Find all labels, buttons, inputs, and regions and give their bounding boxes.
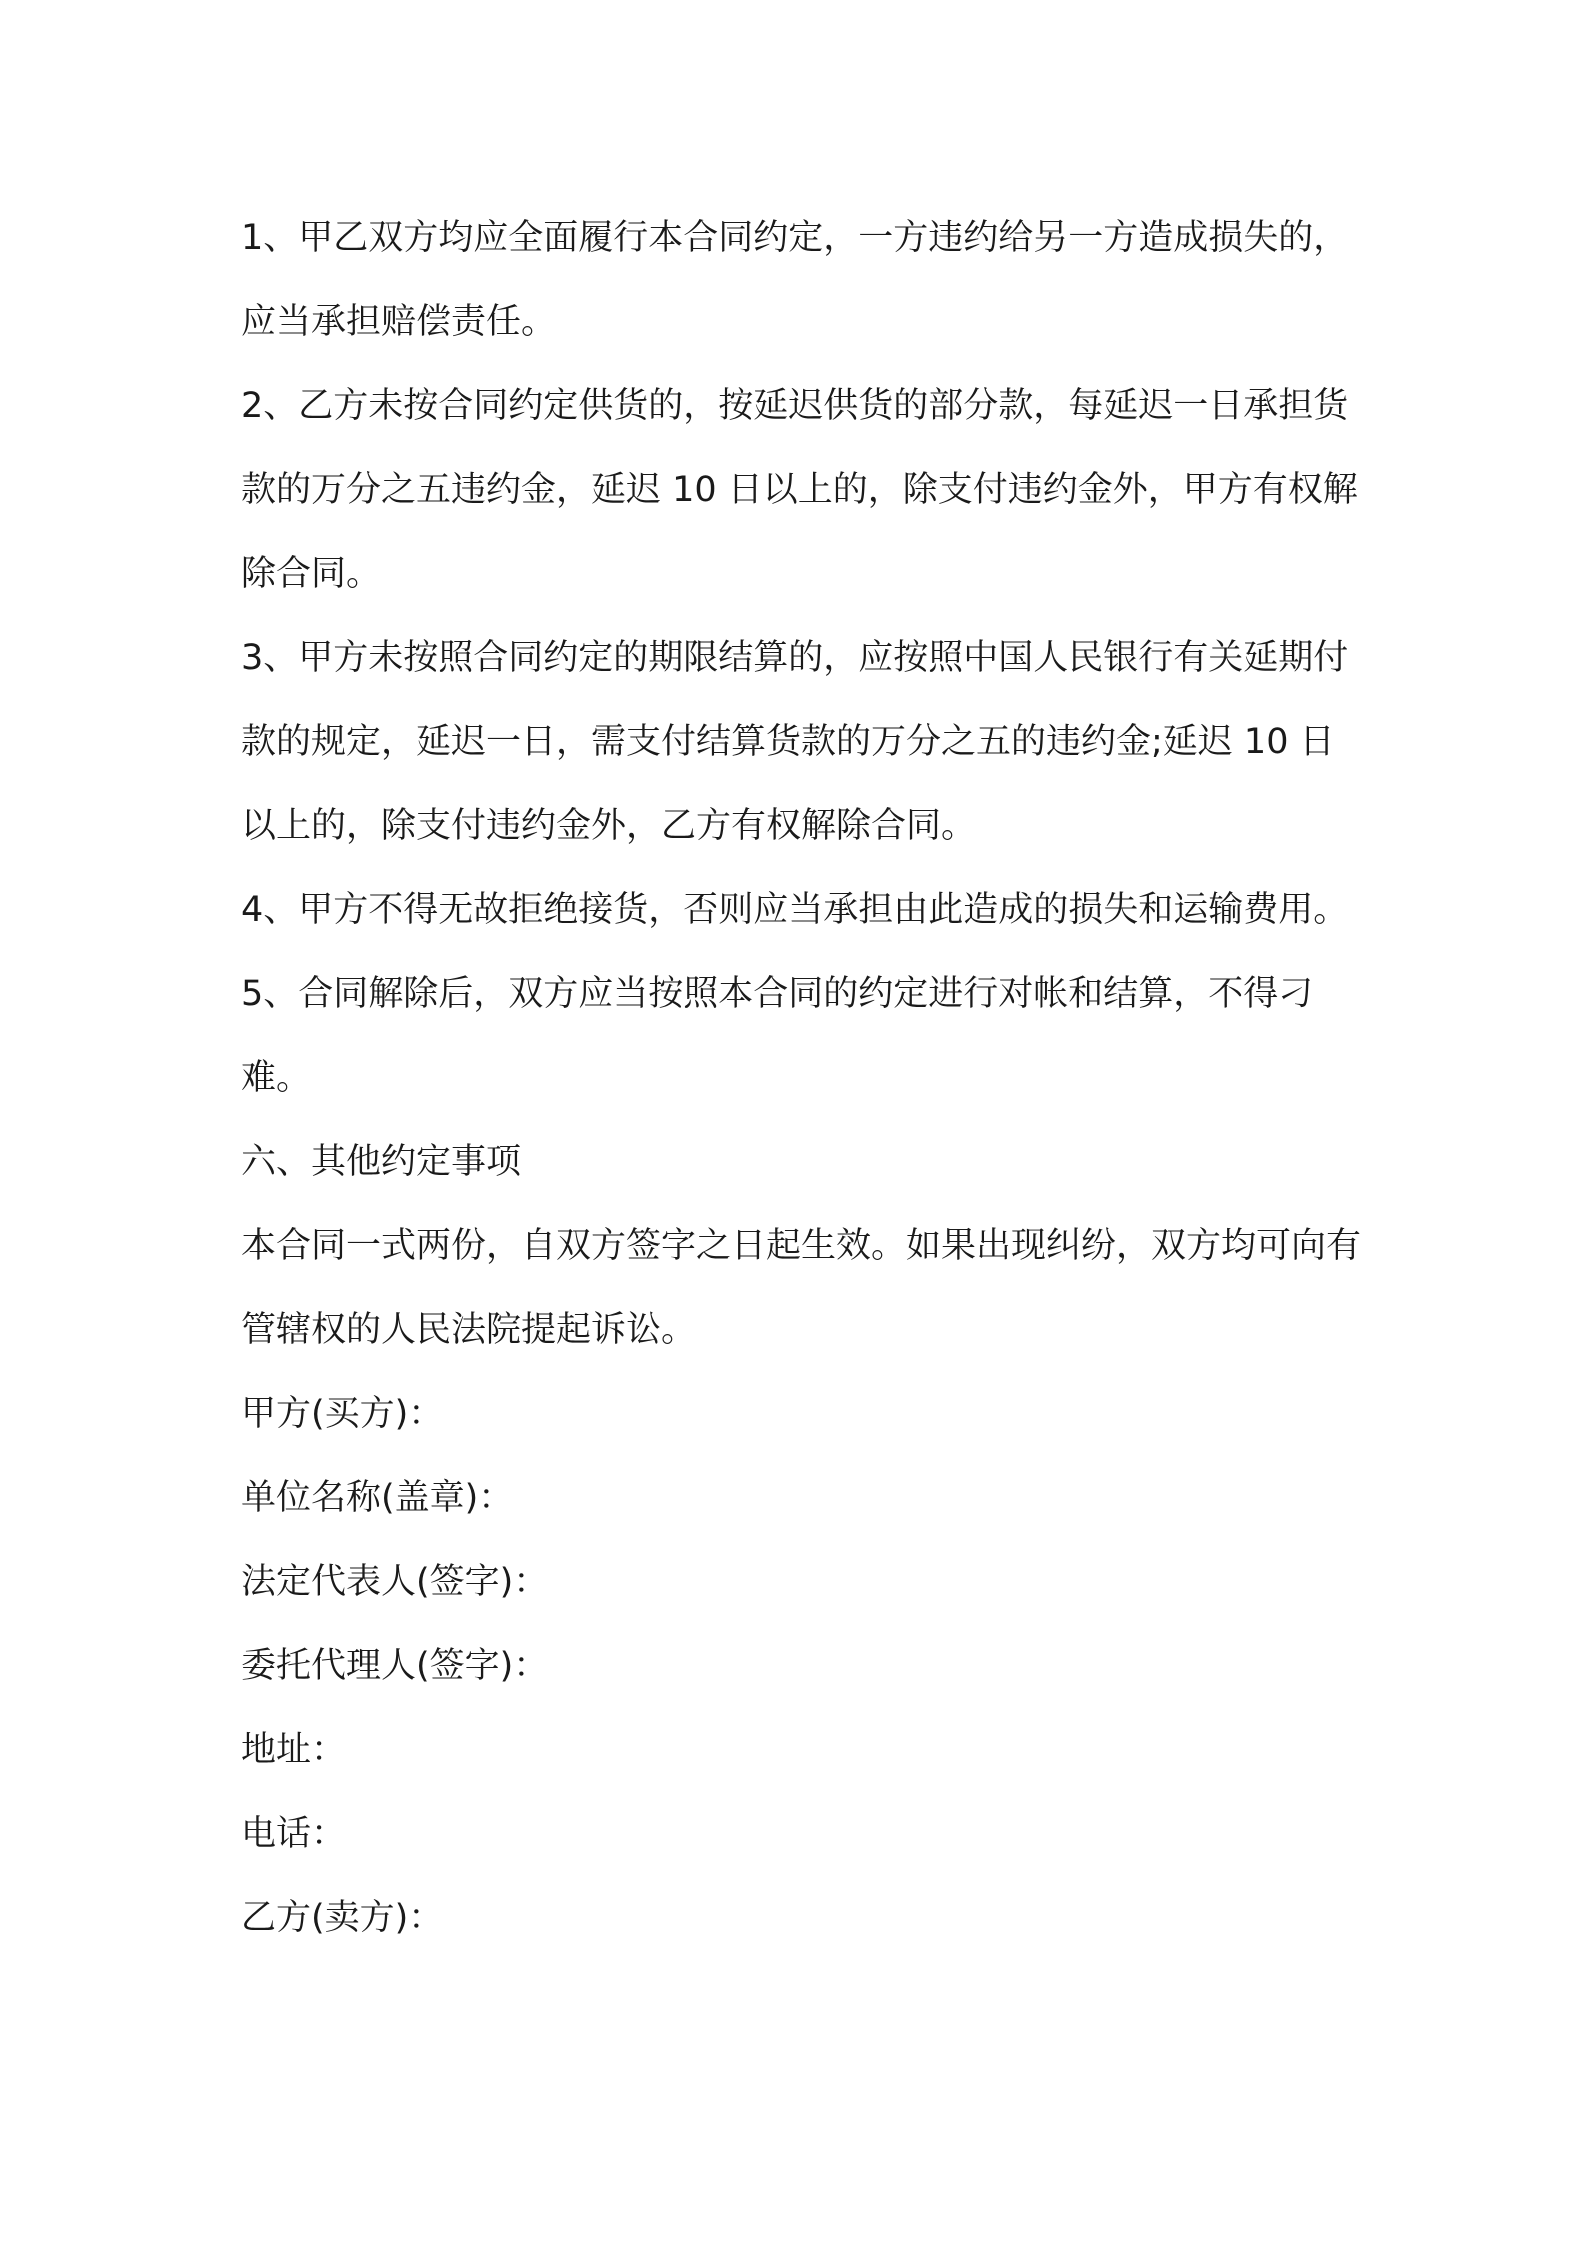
clause-3: 3、甲方未按照合同约定的期限结算的，应按照中国人民银行有关延期付款的规定，延迟一日，需支付结算货款的万分之五的违约金;延迟 10 日以上的，除支付违约金外，乙方有权解除合同。 [241,638,1349,846]
clause-5: 5、合同解除后，双方应当按照本合同的约定进行对帐和结算，不得刁难。 [241,974,1314,1098]
party-b-label: 乙方(卖方)： [241,1898,444,1938]
party-a-label: 甲方(买方)： [241,1394,444,1434]
address-label: 地址： [241,1730,347,1770]
agent-label: 委托代理人(签字)： [241,1646,549,1686]
section-heading: 六、其他约定事项 [241,1142,522,1182]
legal-rep-label: 法定代表人(签字)： [241,1562,549,1602]
document-body [241,196,1366,1960]
section-body: 本合同一式两份，自双方签字之日起生效。如果出现纠纷，双方均可向有管辖权的人民法院提起诉讼。 [241,1226,1362,1350]
company-name-label: 单位名称(盖章)： [241,1478,514,1518]
clause-1: 1、甲乙双方均应全面履行本合同约定，一方违约给另一方造成损失的，应当承担赔偿责任。 [241,218,1349,342]
phone-label: 电话： [241,1814,347,1854]
clause-2: 2、乙方未按合同约定供货的，按延迟供货的部分款，每延迟一日承担货款的万分之五违约金，延迟 10 日以上的，除支付违约金外，甲方有权解除合同。 [241,386,1358,594]
clause-4: 4、甲方不得无故拒绝接货，否则应当承担由此造成的损失和运输费用。 [241,890,1349,930]
